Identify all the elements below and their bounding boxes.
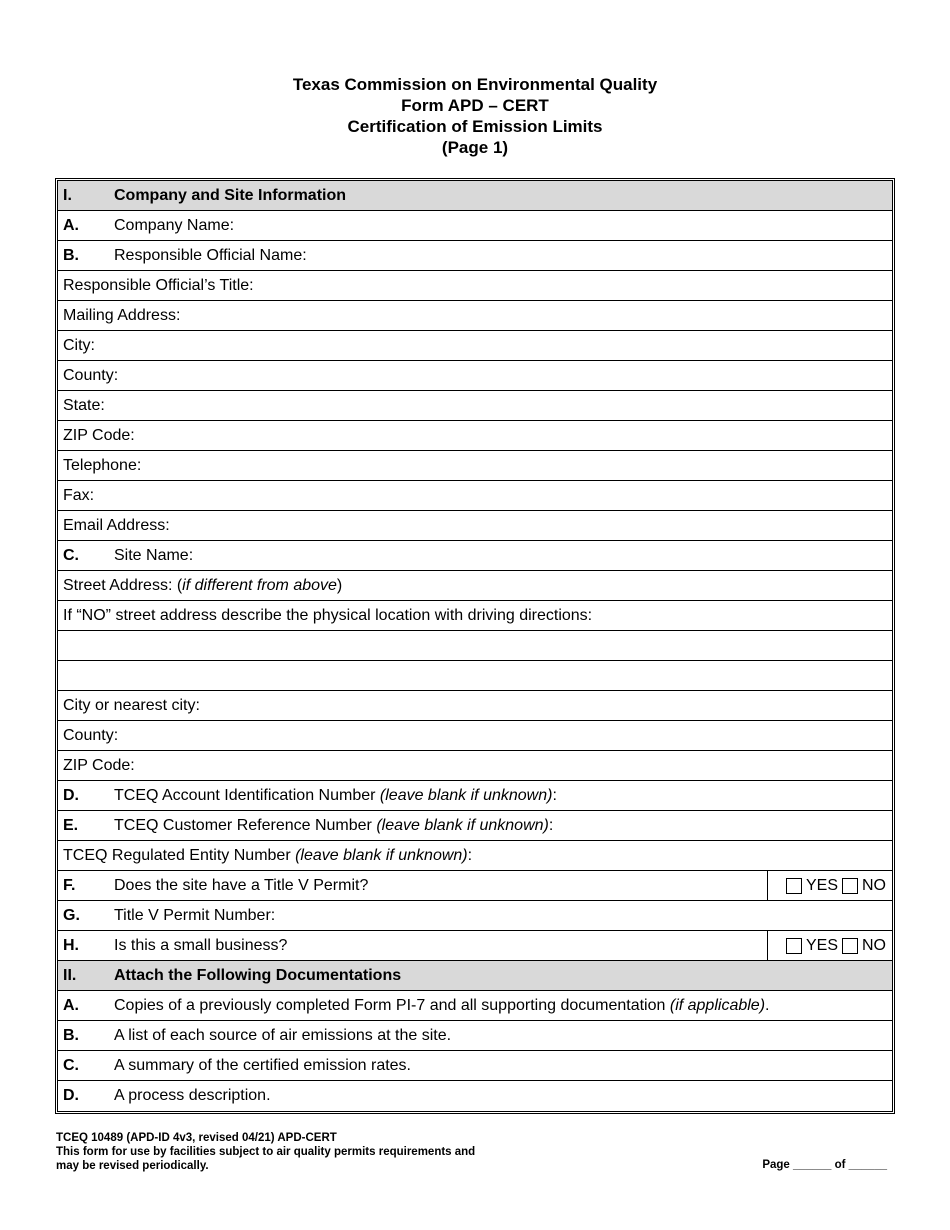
item-text: A list of each source of air emissions at the site.: [114, 1026, 452, 1044]
attachment-item: [58, 1081, 892, 1111]
field-label: Title V Permit Number:: [114, 906, 276, 924]
field-label: City:: [63, 336, 95, 354]
field-label: Email Address:: [63, 516, 170, 534]
form-revision: TCEQ 10489 (APD-ID 4v3, revised 04/21) APD-CERT: [56, 1132, 337, 1144]
small-business-question: [58, 931, 892, 961]
item-letter: A.: [63, 996, 79, 1014]
no-checkbox[interactable]: [842, 938, 858, 954]
field-label: State:: [63, 396, 105, 414]
attachment-item: [58, 1051, 892, 1081]
field-label: Mailing Address:: [63, 306, 181, 324]
form-table: [55, 178, 895, 1114]
field-label: Street Address: (if different from above): [63, 576, 343, 594]
section-2-header: [58, 961, 892, 991]
yes-no-group: [767, 931, 892, 960]
field-label: Fax:: [63, 486, 95, 504]
regulated-entity-field[interactable]: [58, 841, 892, 871]
field-label: County:: [63, 726, 119, 744]
field-label: TCEQ Customer Reference Number (leave blank if unknown):: [114, 816, 554, 834]
field-label: County:: [63, 366, 119, 384]
city-field[interactable]: [58, 331, 892, 361]
email-field[interactable]: [58, 511, 892, 541]
yes-no-group: [767, 871, 892, 900]
responsible-official-name-field[interactable]: [58, 241, 892, 271]
field-label: Is this a small business?: [114, 936, 288, 954]
section-title: Company and Site Information: [114, 186, 347, 204]
site-county-field[interactable]: [58, 721, 892, 751]
title-v-permit-question: [58, 871, 892, 901]
item-letter: D.: [63, 786, 79, 804]
footer-note: This form for use by facilities subject to air quality permits requirements and: [56, 1146, 476, 1158]
street-address-field[interactable]: [58, 571, 892, 601]
field-label: If “NO” street address describe the physical location with driving directions:: [63, 606, 593, 624]
item-letter: H.: [63, 936, 79, 954]
site-zip-field[interactable]: [58, 751, 892, 781]
field-label: City or nearest city:: [63, 696, 200, 714]
no-label: NO: [862, 936, 886, 954]
field-label: TCEQ Account Identification Number (leave blank if unknown):: [114, 786, 557, 804]
zip-field[interactable]: [58, 421, 892, 451]
item-text: Copies of a previously completed Form PI-7 and all supporting documentation (if applicable).: [114, 996, 770, 1014]
fax-field[interactable]: [58, 481, 892, 511]
page-label: (Page 1): [441, 138, 509, 157]
footer-note: may be revised periodically.: [56, 1160, 209, 1172]
item-letter: E.: [63, 816, 79, 834]
field-label: Responsible Official Name:: [114, 246, 307, 264]
title-v-permit-number-field[interactable]: [58, 901, 892, 931]
item-letter: C.: [63, 1056, 79, 1074]
section-title: Attach the Following Documentations: [114, 966, 402, 984]
item-letter: B.: [63, 246, 79, 264]
nearest-city-field[interactable]: [58, 691, 892, 721]
item-text: A process description.: [114, 1087, 271, 1104]
yes-checkbox[interactable]: [786, 938, 802, 954]
item-letter: G.: [63, 906, 80, 924]
field-label: Does the site have a Title V Permit?: [114, 876, 369, 894]
item-letter: B.: [63, 1026, 79, 1044]
item-text: A summary of the certified emission rates.: [114, 1056, 411, 1074]
telephone-field[interactable]: [58, 451, 892, 481]
section-1-header: [58, 181, 892, 211]
county-field[interactable]: [58, 361, 892, 391]
yes-checkbox[interactable]: [786, 878, 802, 894]
agency-title: Texas Commission on Environmental Quality: [292, 75, 658, 94]
field-label: Responsible Official’s Title:: [63, 276, 254, 294]
attachment-item: [58, 991, 892, 1021]
field-label: Site Name:: [114, 546, 194, 564]
attachment-item: [58, 1021, 892, 1051]
field-label: Company Name:: [114, 216, 235, 234]
site-name-field[interactable]: [58, 541, 892, 571]
blank-line[interactable]: [58, 661, 892, 691]
official-title-field[interactable]: [58, 271, 892, 301]
driving-directions-field[interactable]: [58, 601, 892, 631]
item-letter: F.: [63, 876, 76, 894]
yes-label: YES: [805, 876, 838, 894]
field-label: Telephone:: [63, 456, 142, 474]
field-label: ZIP Code:: [63, 756, 135, 774]
no-label: NO: [862, 876, 886, 894]
state-field[interactable]: [58, 391, 892, 421]
blank-line[interactable]: [58, 631, 892, 661]
form-id: Form APD – CERT: [401, 96, 549, 115]
field-label: TCEQ Regulated Entity Number (leave blank if unknown):: [63, 846, 473, 864]
mailing-address-field[interactable]: [58, 301, 892, 331]
account-id-field[interactable]: [58, 781, 892, 811]
form-header: [0, 74, 950, 158]
form-footer: [56, 1131, 475, 1173]
item-letter: A.: [63, 216, 79, 234]
customer-reference-field[interactable]: [58, 811, 892, 841]
form-title: Certification of Emission Limits: [347, 117, 603, 136]
page-number: Page ______ of ______: [762, 1159, 887, 1171]
field-label: ZIP Code:: [63, 426, 135, 444]
section-number: I.: [63, 186, 72, 204]
section-number: II.: [63, 966, 77, 984]
item-letter: D.: [63, 1087, 79, 1104]
no-checkbox[interactable]: [842, 878, 858, 894]
yes-label: YES: [805, 936, 838, 954]
item-letter: C.: [63, 546, 79, 564]
company-name-field[interactable]: [58, 211, 892, 241]
